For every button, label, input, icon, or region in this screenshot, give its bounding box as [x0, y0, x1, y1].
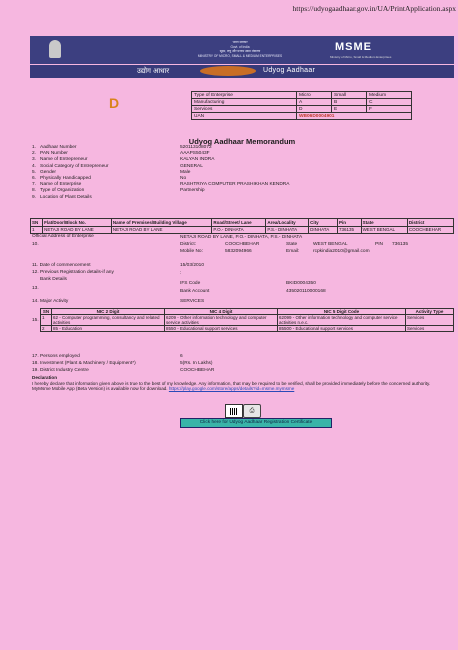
page-url: https://udyogaadhaar.gov.in/UA/PrintApplication.aspx: [292, 4, 456, 13]
banner-english-title: Udyog Aadhaar: [263, 67, 316, 74]
state-value: WEST BENGAL: [313, 242, 348, 247]
enterprise-type-table: [191, 91, 412, 120]
table-row: Manufacturing A B C: [192, 99, 412, 106]
table-row: Services D E F: [192, 106, 412, 113]
investment-value: 5(Rs. In Lakhs): [180, 361, 213, 366]
mobile-app-note: MyMsme Mobile App (Beta Version) is available now for download. https://play.google.com/store/apps/details?id=msme.mymsme: [32, 386, 295, 392]
list-item: 17. Persons employed: [32, 354, 80, 359]
table-row: 1 62 - Computer programming, consultancy and related activities 6209 - Other information technology and computer service activities 62099 - Other information technology and computer service activities n.e.c. Services: [41, 315, 454, 326]
declaration-text: I hereby declare that information given above is true to the best of my knowledge. Any information, that may be required to be verified, shall be provided immediately before the concerned authority.: [32, 380, 431, 386]
list-item: 18. Investment (Plant & Machinery / Equipment*): [32, 361, 136, 366]
page-title: Udyog Aadhaar Memorandum: [188, 137, 296, 146]
enterprise-type-section: [30, 87, 454, 127]
bank-details-label: Bank Details: [40, 277, 67, 282]
table-header-row: SN Flat/Door/Block No. Name of Premises/Building Village Road/Street/ Lane Area/Locality City Pin State District: [31, 219, 454, 227]
major-activity-label: 14. Major Activity: [32, 299, 69, 304]
udyog-aadhaar-banner: [30, 65, 454, 78]
uan-value: WB06D0004901: [297, 113, 412, 120]
bank-account-value: 435020110000168: [286, 289, 326, 294]
banner-hindi-title: उद्योग आधार: [137, 68, 170, 75]
previous-registration-label: 12. Previous Registration details-if any: [32, 270, 114, 275]
persons-employed-value: 6: [180, 354, 183, 359]
official-address-label: Official Address of Enterprise: [32, 234, 94, 239]
national-emblem-icon: [49, 40, 61, 58]
table-row: 1 NETAJI ROAD BY LANE NETAJI ROAD BY LANE P.O.- DINHATA P.S.- DINHATA DINHATA 736135 WEST BENGAL COOCHBEHAR: [31, 226, 454, 234]
district-value: COOCHBEHAR: [225, 242, 260, 247]
plant-location-table: [30, 218, 454, 234]
ifs-code-value: BKID0004350: [286, 281, 316, 286]
table-row: UAN WB06D0004901: [192, 113, 412, 120]
ministry-header: [30, 36, 454, 64]
nic-activity-table: [40, 308, 454, 332]
commencement-value: 15/03/2010: [180, 263, 205, 268]
district-industry-centre-value: COOCHBEHAR: [180, 368, 215, 373]
print-certificate-button[interactable]: Click here for Udyog Aadhaar Registration Certificate: [180, 418, 332, 428]
official-address-value: NETAJI ROAD BY LANE, P.O.- DINHATA, P.S.- DINHATA: [180, 235, 303, 240]
major-activity-value: SERVICES: [180, 299, 205, 304]
memorandum-page: भारत सरकार Govt. of India सूक्ष्म, लघु और मध्यम उद्यम मंत्रालय MINISTRY OF MICRO, SMALL & MEDIUM ENTERPRISES MSME Ministry of Micro, Small & Medium Enterprises उद्योग आधार Udyog Aadhaar D Type of Enterprise Micro Small Medium Manufacturing A B C Services D E F UAN WB06D0004901 Udyog Aadhaar Memorandum 1. Aadhaar Number 520113108072 2. PAN Number AAAPS5043F 3. Name of Entrepreneur KALYAN INDRA 4. Social Category of Entrepreneur GENERAL 5. Gender Male 6. Physically Handicapped No 7. Name of Enterprise RASHTRIYA COMPUTER PRASHIKHAN KENDRA 8. Type of Organization Partnership 9. Location of Plant Details SN Flat/Door/Block No. Name of Premises/Building Village Road/Street/ Lane Area/Locality City Pin State District 1 NETAJI ROAD BY LANE NETAJI ROAD BY LANE P.O.- DINHATA P.S.- DINHATA DINHATA 736135 WEST BENGAL COOCHBEHAR Official Address of Enterprise NETAJI ROAD BY LANE, P.O.- DINHATA, P.S.- DINHATA 10. District: COOCHBEHAR State WEST BENGAL PIN 736135 Mobile No: 5832094966 Email: rcpkindia2010@gmail.com 11. Date of commencement 15/03/2010 12. Previous Registration details-if any : Bank Details 13. IFS Code BKID0004350 Bank Account 435020110000168 14. Major Activity SERVICES 15. SN NIC 2 Digit NIC 4 Digit NIC 5 Digit Code Activity Type 1 62 - Computer programming, consultancy and related activities 6209 - Other information technology and computer service activities 62099 - Other information technology and computer service activities n.e.c. Services 2 85 - Education 8550 - Educational support services 85500 - Educational support services Services 17. Persons employed 6 18. Investment (Plant & Machinery / Equipment*) 5(Rs. In Lakhs) 19. District Industry Centre COOCHBEHAR Declaration I hereby declare that information given above is true to the best of my knowledge. Any information, that may be required to be verified, shall be provided immediately before the concerned authority. MyMsme Mobile App (Beta Version) is available now for download. https://play.google.com/store/apps/details?id=msme.mymsme ⎙ Click here for Udyog Aadhaar Registration Certificate: [30, 36, 454, 456]
banner-logo-icon: [200, 66, 256, 76]
declaration-section: [32, 375, 452, 392]
enterprise-category-letter: D: [109, 95, 120, 111]
commencement-label: 11. Date of commencement: [32, 263, 91, 268]
print-icon[interactable]: ⎙: [243, 404, 261, 418]
table-row: Type of Enterprise Micro Small Medium: [192, 92, 412, 99]
msme-logo: MSME: [335, 41, 372, 53]
declaration-heading: Declaration: [32, 375, 58, 380]
msme-logo-subtitle: Ministry of Micro, Small & Medium Enterprises: [330, 55, 392, 59]
table-row: 2 85 - Education 8550 - Educational support services 85500 - Educational support services Services: [41, 326, 454, 332]
table-header-row: SN NIC 2 Digit NIC 4 Digit NIC 5 Digit Code Activity Type: [41, 309, 454, 315]
qr-code-icon: [225, 404, 243, 418]
email-value: rcpkindia2010@gmail.com: [313, 249, 370, 254]
mobile-value: 5832094966: [225, 249, 252, 254]
list-item: 19. District Industry Centre: [32, 368, 89, 373]
pin-value: 736135: [392, 242, 409, 247]
mobile-app-link[interactable]: https://play.google.com/store/apps/details?id=msme.mymsme: [168, 386, 295, 392]
ministry-title: भारत सरकार Govt. of India सूक्ष्म, लघु और मध्यम उद्यम मंत्रालय MINISTRY OF MICRO, SMALL & MEDIUM ENTERPRISES: [197, 40, 283, 58]
